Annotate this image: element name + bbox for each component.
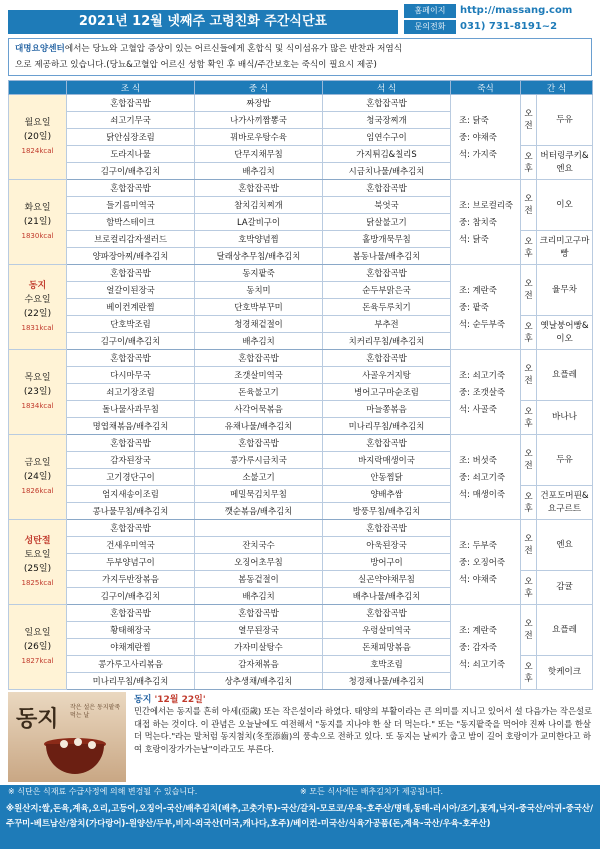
- col-breakfast: 조 식: [67, 81, 195, 95]
- porridge-cell: [451, 180, 521, 265]
- lunch-item: 메밀묵김치무침: [195, 486, 323, 503]
- porridge-item: 중: 오징어죽: [459, 556, 505, 567]
- lunch-item: 혼합잡곡밥: [195, 180, 323, 197]
- lunch-item: 호박양념찜: [195, 231, 323, 248]
- breakfast-item: 감자된장국: [67, 452, 195, 469]
- table-row: [9, 350, 593, 367]
- breakfast-item: 김구이/배추김치: [67, 163, 195, 180]
- lunch-item: 조갯살미역국: [195, 367, 323, 384]
- dinner-item: 혼합잡곡밥: [323, 435, 451, 452]
- dinner-item: 돈채피망볶음: [323, 639, 451, 656]
- breakfast-item: 혼합잡곡밥: [67, 180, 195, 197]
- day-cell: [9, 350, 67, 435]
- day-cell: [9, 605, 67, 690]
- dinner-item: 방어구이: [323, 554, 451, 571]
- lunch-item: 배추김치: [195, 333, 323, 350]
- porridge-bowl-body: [46, 744, 104, 774]
- dinner-item: 혼합잡곡밥: [323, 350, 451, 367]
- phone-number: 031) 731-8191~2: [460, 21, 558, 32]
- dongji-image-title: 동지: [16, 706, 59, 732]
- porridge-cell: [451, 265, 521, 350]
- snack-pm: 크리미고구마빵: [537, 231, 593, 265]
- col-lunch: 중 식: [195, 81, 323, 95]
- snack-pm: 감귤: [537, 571, 593, 605]
- breakfast-item: 양파장아찌/배추김치: [67, 248, 195, 265]
- col-dinner: 석 식: [323, 81, 451, 95]
- breakfast-item: 다시마무국: [67, 367, 195, 384]
- breakfast-item: 돌나물사과무침: [67, 401, 195, 418]
- intro-line-1: 에서는 당뇨와 고혈압 증상이 있는 어르신들에게 혼합식 및 식이섬유가 많은 반찬과 저염식: [64, 44, 403, 54]
- day-date: (23일): [23, 387, 52, 397]
- am-label: 오전: [521, 520, 537, 571]
- page-title: 2021년 12월 넷째주 고령친화 주간식단표: [8, 10, 398, 34]
- homepage-badge: 홈페이지: [404, 4, 456, 18]
- intro-notice: [8, 38, 592, 76]
- day-name: 화요일: [24, 203, 51, 213]
- dinner-item: 혼합잡곡밥: [323, 520, 451, 537]
- breakfast-item: 도라지나물: [67, 146, 195, 163]
- breakfast-item: 김구이/배추김치: [67, 588, 195, 605]
- lunch-item: 돈육불고기: [195, 384, 323, 401]
- dinner-item: 닭살불고기: [323, 214, 451, 231]
- am-label: 오전: [521, 95, 537, 146]
- porridge-item: 중: 쇠고기죽: [459, 471, 505, 482]
- dinner-item: 안동찜닭: [323, 469, 451, 486]
- lunch-item: 콩가루시금치국: [195, 452, 323, 469]
- day-cell: [9, 435, 67, 520]
- weekly-menu-table: [8, 80, 593, 690]
- breakfast-item: 단호박조림: [67, 316, 195, 333]
- day-kcal: 1824kcal: [21, 147, 54, 155]
- lunch-item: 소불고기: [195, 469, 323, 486]
- lunch-item: 오징어초무침: [195, 554, 323, 571]
- breakfast-item: 혼합잡곡밥: [67, 95, 195, 112]
- porridge-item: 석: 사골죽: [459, 403, 497, 414]
- breakfast-item: 혼합잡곡밥: [67, 435, 195, 452]
- lunch-item: 동치미: [195, 282, 323, 299]
- dongji-heading-date: '12월 22일': [154, 695, 206, 705]
- porridge-item: 조: 버섯죽: [459, 454, 497, 465]
- notes-bar: [0, 785, 600, 799]
- lunch-item: 잔치국수: [195, 537, 323, 554]
- lunch-item: 가자미살탕수: [195, 639, 323, 656]
- day-kcal: 1825kcal: [21, 579, 54, 587]
- lunch-item: 청경채겉절이: [195, 316, 323, 333]
- lunch-item: 꿔바로우탕수육: [195, 129, 323, 146]
- dinner-item: 아욱된장국: [323, 537, 451, 554]
- dinner-item: 혼합잡곡밥: [323, 265, 451, 282]
- dinner-item: 미나리무침/배추김치: [323, 418, 451, 435]
- breakfast-item: 황태해장국: [67, 622, 195, 639]
- day-cell: [9, 520, 67, 605]
- porridge-item: 조: 두부죽: [459, 539, 497, 550]
- day-name: 금요일: [24, 458, 51, 468]
- porridge-cell: [451, 605, 521, 690]
- am-label: 오전: [521, 180, 537, 231]
- lunch-item: 배추김치: [195, 163, 323, 180]
- day-date: (24일): [23, 472, 52, 482]
- porridge-cell: [451, 95, 521, 180]
- porridge-item: 중: 팥죽: [459, 301, 489, 312]
- snack-pm: 핫케이크: [537, 656, 593, 690]
- breakfast-item: 쇠고기장조림: [67, 384, 195, 401]
- day-name: 수요일: [24, 295, 51, 305]
- col-porridge: 죽식: [451, 81, 521, 95]
- intro-line-2: 으로 제공하고 있습니다.(당뇨&고혈압 어르신 성함 확인 후 배식/주간보호는 죽식이 필요시 제공): [15, 60, 377, 70]
- lunch-item: 단호박부꾸미: [195, 299, 323, 316]
- col-day: [9, 81, 67, 95]
- dinner-item: 홀방개묵무침: [323, 231, 451, 248]
- holiday-label: 성탄절: [24, 536, 51, 546]
- dinner-item: 순두부맑은국: [323, 282, 451, 299]
- breakfast-item: 가지두반장볶음: [67, 571, 195, 588]
- col-snack: 간 식: [521, 81, 593, 95]
- dinner-item: 북엇국: [323, 197, 451, 214]
- pm-label: 오후: [521, 316, 537, 350]
- snack-am: 이오: [537, 180, 593, 231]
- breakfast-item: 명엽채볶음/배추김치: [67, 418, 195, 435]
- snack-am: 두유: [537, 95, 593, 146]
- breakfast-item: 콩가루고사리볶음: [67, 656, 195, 673]
- dinner-item: 가지튀김&칠리S: [323, 146, 451, 163]
- breakfast-item: 두부양념구이: [67, 554, 195, 571]
- dongji-description: 민간에서는 동지를 흔히 아세(亞歲) 또는 작은설이라 하였다. 태양의 부활이라는 큰 의미를 지니고 있어서 설 다음가는 작은설로 대접 하는 것이다. 이 관념은 오늘날에도 여전해서 "동지를 지나야 한 살 더 먹는다." 또는 "동지팥죽을 먹어야 진짜 나이를 한살 더 먹는다."라는 말처럼 동지첨치(冬至添齒)의 풍속으로 전하고 있다. 또 동지는 날씨가 춥고 밤이 길어 호랑이가 교미한다고 하여 호랑이장가가는날"이라고도 부른다.: [134, 706, 592, 754]
- porridge-item: 석: 가지죽: [459, 148, 497, 159]
- porridge-item: 석: 닭죽: [459, 233, 489, 244]
- dongji-illustration: [8, 692, 126, 782]
- dinner-item: 우렁살미역국: [323, 622, 451, 639]
- dinner-item: 호박조림: [323, 656, 451, 673]
- lunch-item: 봄동겉절이: [195, 571, 323, 588]
- pm-label: 오후: [521, 571, 537, 605]
- day-name: 토요일: [24, 550, 51, 560]
- dinner-item: 병어고구마순조림: [323, 384, 451, 401]
- day-date: (22일): [23, 309, 52, 319]
- homepage-link[interactable]: http://massang.com: [460, 5, 573, 16]
- dinner-item: 방풍무침/배추김치: [323, 503, 451, 520]
- breakfast-item: 혼합잡곡밥: [67, 520, 195, 537]
- porridge-item: 중: 감자죽: [459, 641, 497, 652]
- lunch-item: 혼합잡곡밥: [195, 350, 323, 367]
- dongji-heading: [134, 692, 206, 705]
- dinner-item: 혼합잡곡밥: [323, 605, 451, 622]
- pm-label: 오후: [521, 486, 537, 520]
- dinner-item: 사골우거지탕: [323, 367, 451, 384]
- lunch-item: 달래상추무침/배추김치: [195, 248, 323, 265]
- rice-ball-icon: [60, 740, 68, 748]
- dinner-item: 부추전: [323, 316, 451, 333]
- origin-info: ※원산지:쌀,돈육,계육,오리,고등어,오징어-국산/배추김치(배추,고춧가루)-국산/갈치-모로코/우육-호주산/명태,동태-러시아/조기,꽃게,낙지-중국산/아귀-중국산/주꾸미-베트남산/참치(가다랑어)-원양산/두부,비지-외국산(미국,캐나다,호주)/베이컨-미국산/식육가공품(돈,계육-국산/우육-호주산): [0, 799, 600, 849]
- porridge-cell: [451, 350, 521, 435]
- dinner-item: 실곤약야채무침: [323, 571, 451, 588]
- breakfast-item: 엄지새송이조림: [67, 486, 195, 503]
- dinner-item: 마늘쫑볶음: [323, 401, 451, 418]
- breakfast-item: 김구이/배추김치: [67, 333, 195, 350]
- dinner-item: 양배추쌈: [323, 486, 451, 503]
- lunch-item: 배추김치: [195, 588, 323, 605]
- breakfast-item: 얼갈이된장국: [67, 282, 195, 299]
- day-kcal: 1827kcal: [21, 657, 54, 665]
- dinner-item: 혼합잡곡밥: [323, 95, 451, 112]
- porridge-item: 조: 브로컬리죽: [459, 199, 514, 210]
- snack-am: 두유: [537, 435, 593, 486]
- snack-am: 율무차: [537, 265, 593, 316]
- am-label: 오전: [521, 605, 537, 656]
- porridge-item: 조: 계란죽: [459, 624, 497, 635]
- porridge-item: 중: 참치죽: [459, 216, 497, 227]
- day-cell: [9, 95, 67, 180]
- breakfast-item: 야채계란찜: [67, 639, 195, 656]
- pm-label: 오후: [521, 656, 537, 690]
- porridge-item: 조: 닭죽: [459, 114, 489, 125]
- day-name: 목요일: [24, 373, 51, 383]
- dinner-item: 바지락매생이국: [323, 452, 451, 469]
- dinner-item: 임연수구이: [323, 129, 451, 146]
- porridge-item: 조: 쇠고기죽: [459, 369, 505, 380]
- dongji-image-subtitle: 작은 설은 동지팥죽 먹는 날: [70, 704, 121, 719]
- am-label: 오전: [521, 350, 537, 401]
- snack-pm: 바나나: [537, 401, 593, 435]
- breakfast-item: 닭안심장조림: [67, 129, 195, 146]
- rice-ball-icon: [88, 741, 96, 749]
- dinner-item: 배추나물/배추김치: [323, 588, 451, 605]
- snack-am: 요플레: [537, 605, 593, 656]
- rice-ball-icon: [74, 738, 82, 746]
- breakfast-item: 혼합잡곡밥: [67, 605, 195, 622]
- breakfast-item: 미나리무침/배추김치: [67, 673, 195, 690]
- day-date: (25일): [23, 564, 52, 574]
- day-kcal: 1831kcal: [21, 324, 54, 332]
- day-name: 월요일: [24, 118, 51, 128]
- pm-label: 오후: [521, 401, 537, 435]
- dinner-item: 청경채나물/배추김치: [323, 673, 451, 690]
- pm-label: 오후: [521, 231, 537, 265]
- phone-badge: 문의전화: [404, 20, 456, 34]
- porridge-item: 석: 쇠고기죽: [459, 658, 505, 669]
- day-kcal: 1826kcal: [21, 487, 54, 495]
- day-kcal: 1830kcal: [21, 232, 54, 240]
- dinner-item: 시금치나물/배추김치: [323, 163, 451, 180]
- dinner-item: 봄동나물/배추김치: [323, 248, 451, 265]
- breakfast-item: 고기경단구이: [67, 469, 195, 486]
- day-kcal: 1834kcal: [21, 402, 54, 410]
- table-row: [9, 265, 593, 282]
- lunch-item: 사각어묵볶음: [195, 401, 323, 418]
- table-row: [9, 180, 593, 197]
- lunch-item: 혼합잡곡밥: [195, 435, 323, 452]
- lunch-item: 열무된장국: [195, 622, 323, 639]
- breakfast-item: 쇠고기무국: [67, 112, 195, 129]
- porridge-item: 중: 조갯살죽: [459, 386, 505, 397]
- lunch-item: 상추생채/배추김치: [195, 673, 323, 690]
- porridge-item: 석: 야채죽: [459, 573, 497, 584]
- table-row: [9, 605, 593, 622]
- breakfast-item: 들기름미역국: [67, 197, 195, 214]
- dinner-item: 돈육두루치기: [323, 299, 451, 316]
- snack-pm: 건포도머핀&요구르트: [537, 486, 593, 520]
- snack-pm: 옛날붕어빵&이오: [537, 316, 593, 350]
- day-cell: [9, 180, 67, 265]
- table-row: [9, 435, 593, 452]
- snack-am: 요플레: [537, 350, 593, 401]
- dinner-item: 치커리무침/배추김치: [323, 333, 451, 350]
- breakfast-item: 혼합잡곡밥: [67, 350, 195, 367]
- center-name: 대명요양센터: [15, 44, 65, 54]
- porridge-item: 조: 계란죽: [459, 284, 497, 295]
- lunch-item: 깻순볶음/배추김치: [195, 503, 323, 520]
- day-cell: [9, 265, 67, 350]
- lunch-item: 혼합잡곡밥: [195, 605, 323, 622]
- lunch-item: 유채나물/배추김치: [195, 418, 323, 435]
- breakfast-item: 혼합잡곡밥: [67, 265, 195, 282]
- table-row: [9, 95, 593, 112]
- dinner-item: 청국장찌개: [323, 112, 451, 129]
- lunch-item: LA갈비구이: [195, 214, 323, 231]
- lunch-item: 단무지채무침: [195, 146, 323, 163]
- snack-am: 엔요: [537, 520, 593, 571]
- note-menu-change: ※ 식단은 식재료 수급사정에 의해 변경될 수 있습니다.: [8, 787, 198, 796]
- breakfast-item: 함박스테이크: [67, 214, 195, 231]
- day-date: (20일): [23, 132, 52, 142]
- snack-pm: 버터링쿠키&엔요: [537, 146, 593, 180]
- porridge-item: 석: 순두부죽: [459, 318, 505, 329]
- lunch-item: 나가사끼짬뽕국: [195, 112, 323, 129]
- lunch-item: 동지팥죽: [195, 265, 323, 282]
- day-date: (26일): [23, 642, 52, 652]
- table-header: [9, 81, 593, 95]
- porridge-item: 중: 야채죽: [459, 131, 497, 142]
- note-kimchi: ※ 모든 식사에는 배추김치가 제공됩니다.: [300, 787, 444, 796]
- breakfast-item: 콩나물무침/배추김치: [67, 503, 195, 520]
- header: [0, 0, 600, 38]
- lunch-item: 감자채볶음: [195, 656, 323, 673]
- porridge-item: 석: 매생이죽: [459, 488, 505, 499]
- am-label: 오전: [521, 435, 537, 486]
- breakfast-item: 브로컬리감자샐러드: [67, 231, 195, 248]
- breakfast-item: 베이컨계란찜: [67, 299, 195, 316]
- dinner-item: 혼합잡곡밥: [323, 180, 451, 197]
- day-name: 일요일: [24, 628, 51, 638]
- lunch-item: 참치김치찌개: [195, 197, 323, 214]
- dongji-heading-label: 동지: [134, 695, 152, 705]
- holiday-label: 동지: [28, 281, 47, 291]
- day-date: (21일): [23, 217, 52, 227]
- lunch-item: [195, 520, 323, 537]
- porridge-cell: [451, 520, 521, 605]
- breakfast-item: 건새우미역국: [67, 537, 195, 554]
- pm-label: 오후: [521, 146, 537, 180]
- am-label: 오전: [521, 265, 537, 316]
- lunch-item: 짜장밥: [195, 95, 323, 112]
- table-row: [9, 520, 593, 537]
- porridge-cell: [451, 435, 521, 520]
- dongji-section: [8, 692, 592, 782]
